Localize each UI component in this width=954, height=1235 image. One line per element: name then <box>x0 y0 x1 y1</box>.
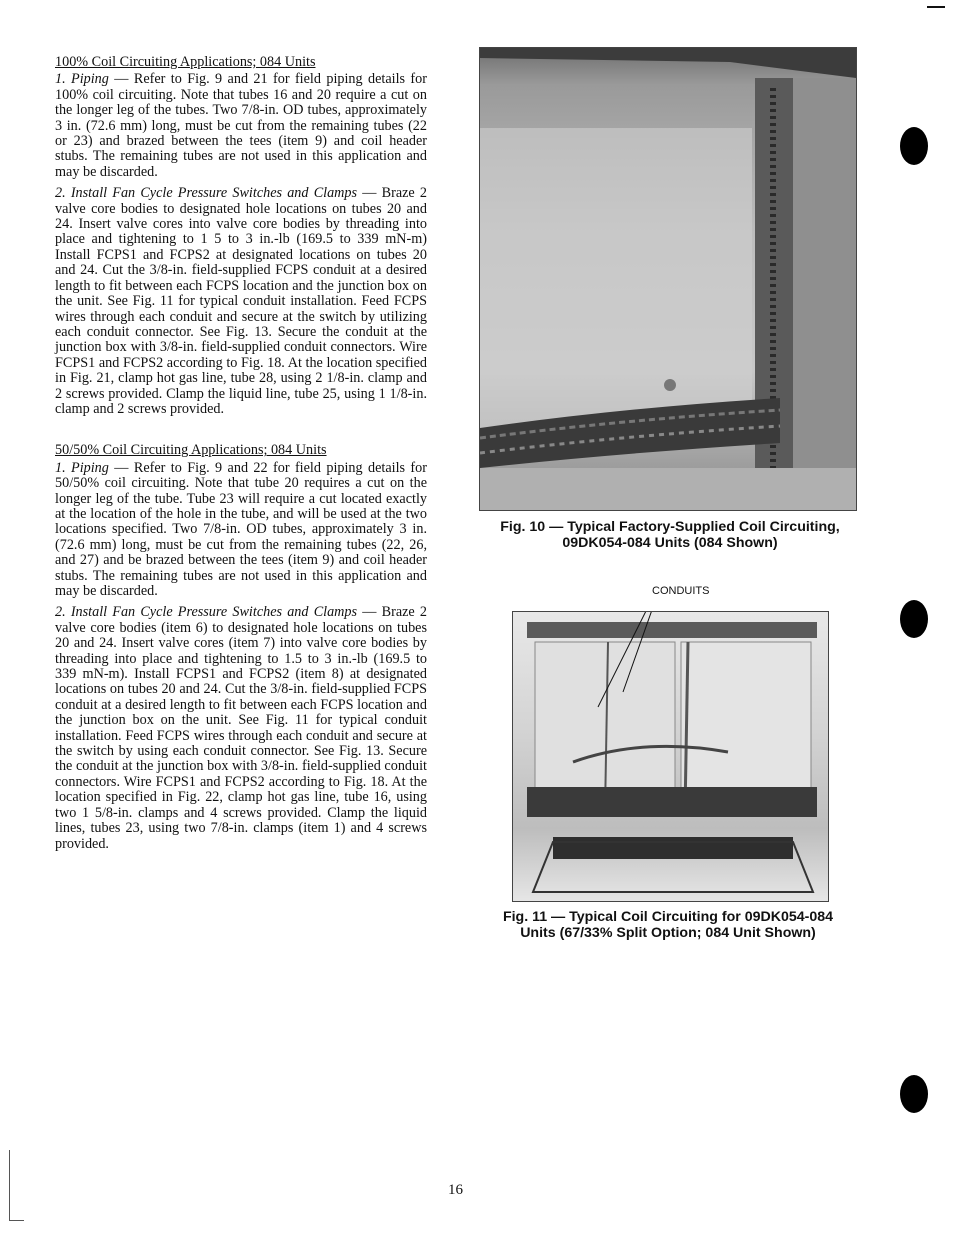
unit-conduit-photo <box>512 611 829 902</box>
paragraph-lead: 2. Install Fan Cycle Pressure Switches and Clamps <box>55 604 358 621</box>
caption-line: Units (67/33% Split Option; 084 Unit Shown) <box>520 924 816 941</box>
corner-crop-mark <box>9 1150 24 1221</box>
caption-line: Fig. 10 — Typical Factory-Supplied Coil Circuiting, <box>500 519 840 535</box>
paragraph-lead: 1. Piping <box>55 459 109 476</box>
binder-hole-mark <box>900 1075 928 1113</box>
top-edge-mark <box>927 6 945 8</box>
caption-line: 09DK054-084 Units (084 Shown) <box>562 534 778 551</box>
coil-photo-illustration <box>480 48 856 510</box>
section-heading: 100% Coil Circuiting Applications; 084 Units <box>55 54 316 70</box>
paragraph-lead: 2. Install Fan Cycle Pressure Switches and Clamps <box>55 185 358 202</box>
paragraph-text: — Braze 2 valve core bodies to designated hole locations on tubes 20 and 24. Insert valve cores into valve core bodies by threading into place and tightening to 1 5 to 3 in.-lb (169.5 to 339 mN-m) Install FCPS1 and FCPS2 at designated locations on tubes 20 and 24. Cut the 3/8-in. field-supplied FCPS conduit at a desired length to fit between each FCPS location and the junction box on the unit. See Fig. 11 for typical conduit installation. Feed FCPS wires through each conduit and secure at the switch by utilizing each conduit connector. See Fig. 13. Secure the conduit at the junction box with 3/8-in. field-supplied conduit connectors. Wire FCPS1 and FCPS2 according to Fig. 18. At the location specified in Fig. 21, clamp hot gas line, tube 28, using 2 1/8-in. clamp and 2 screws provided. Clamp the liquid line, tube 25, using 1 1/8-in. clamp and 2 screws provided. <box>55 185 427 417</box>
section-heading: 50/50% Coil Circuiting Applications; 084 Units <box>55 442 327 459</box>
unit-photo-illustration <box>513 612 828 901</box>
paragraph-text: — Refer to Fig. 9 and 22 for field piping details for 50/50% coil circuiting. Note that tube 20 requires a cut on the longer leg of the tube. Tube 23 will require a cut located exactly at the location of the hole in the tube, and will be used at the two locations specified. Two 7/8-in. OD tubes, approximately 3 in. (72.6 mm) long, must be cut from the remaining tubes (22, 26, and 27) and be brazed between the tees (item 9) and coil header stubs. The remaining tubes are not used in this application and may be discarded. <box>55 459 427 599</box>
piping-paragraph <box>55 461 427 600</box>
binder-hole-mark <box>900 127 928 165</box>
section-100-percent <box>55 55 427 417</box>
fcps-paragraph <box>55 605 427 852</box>
caption-line: Fig. 11 — Typical Coil Circuiting for 09DK054-084 <box>502 909 834 925</box>
conduits-callout-label: CONDUITS <box>652 585 710 597</box>
paragraph-text: — Refer to Fig. 9 and 21 for field piping details for 100% coil circuiting. Note that tubes 16 and 20 require a cut on the longer leg of the tubes. Two 7/8-in. OD tubes, approximately 3 in. (72.6 mm) long, must be cut from the remaining tubes (22 or 23) and brazed between the tees (item 9) and coil header stubs. The remaining tubes are not used in this application and may be discarded. <box>55 71 427 180</box>
left-text-column <box>55 55 427 858</box>
figure-11-caption <box>468 910 868 941</box>
figure-10-caption <box>470 520 870 551</box>
fcps-paragraph <box>55 186 427 417</box>
paragraph-text: — Braze 2 valve core bodies (item 6) to designated hole locations on tubes 20 and 24. Insert valve cores (item 7) into valve core bodies by threading into place and tightening to 1.5 to 3 in.-lb (169.5 to 339 mN-m). Install FCPS1 and FCPS2 (item 8) at designated locations on tubes 20 and 24. Cut the 3/8-in. field-supplied FCPS conduit at a desired length to fit between each FCPS location and the junction box on the unit. See Fig. 11 for typical conduit installation. Feed FCPS wires through each conduit and secure at the switch by using each conduit connector. See Fig. 13. Secure the conduit at the junction box with 3/8-in. field-supplied conduit connectors. Wire FCPS1 and FCPS2 according to Fig. 18. At the location specified in Fig. 22, clamp hot gas line, tube 16, using two 1 5/8-in. clamps and 4 screws provided. Clamp the liquid lines, tubes 23, using two 7/8-in. clamps (item 1) and 4 screws provided. <box>55 604 427 852</box>
piping-paragraph <box>55 72 427 180</box>
binder-hole-mark <box>900 600 928 638</box>
paragraph-lead: 1. Piping <box>55 71 109 88</box>
page-number: 16 <box>448 1182 463 1198</box>
section-50-50-percent <box>55 443 427 852</box>
coil-circuiting-photo <box>479 47 857 511</box>
